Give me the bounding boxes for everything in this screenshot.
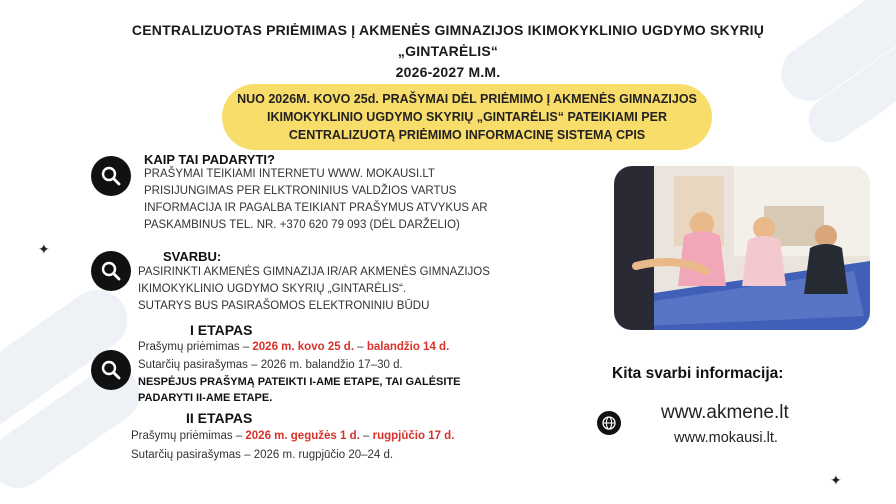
stage-2-end-date: rugpjūčio 17 d. xyxy=(372,430,455,442)
page-title-line-2: „GINTARĖLIS“ xyxy=(397,43,499,59)
stage-2-heading: II ETAPAS xyxy=(186,410,253,426)
how-heading: KAIP TAI PADARYTI? xyxy=(144,152,275,167)
banner-line-3: CENTRALIZUOTĄ PRIĖMIMO INFORMACINĘ SISTEMĄ CPIS xyxy=(288,128,646,142)
stage-2-date-dash: – xyxy=(359,430,373,442)
globe-icon xyxy=(597,411,621,435)
stage-2-start-date: 2026 m. gegužės 1 d. xyxy=(245,430,360,442)
search-icon xyxy=(91,156,131,196)
stage-1-start-date: 2026 m. kovo 25 d. xyxy=(252,341,355,353)
how-line: PRAŠYMAI TEIKIAMI INTERNETU WWW. MOKAUSI.LT xyxy=(144,168,435,180)
search-icon xyxy=(91,350,131,390)
stage-2-contracts: Sutarčių pasirašymas – 2026 m. rugpjūčio 20–24 d. xyxy=(131,449,394,461)
banner-line-2: IKIMOKYKLINIO UGDYMO SKYRIŲ „GINTARĖLIS“ PATEIKIAMI PER xyxy=(266,110,667,124)
stage-1-applications-label: Prašymų priėmimas – xyxy=(138,341,253,353)
website-link-akmene[interactable]: www.akmene.lt xyxy=(661,402,789,423)
stage-2-applications xyxy=(131,430,454,442)
children-photo xyxy=(614,166,870,330)
stage-1-applications xyxy=(138,341,449,353)
stage-1-contracts: Sutarčių pasirašymas – 2026 m. balandžio 17–30 d. xyxy=(138,359,403,371)
stage-1-date-dash: – xyxy=(354,341,367,353)
stage-1-heading: I ETAPAS xyxy=(190,322,253,338)
how-line: PRISIJUNGIMAS PER ELKTRONINIUS VALDŽIOS VARTUS xyxy=(144,185,457,197)
search-icon xyxy=(91,251,131,291)
website-link-mokausi[interactable]: www.mokausi.lt. xyxy=(674,430,778,446)
how-line: PASKAMBINUS TEL. NR. +370 620 79 093 (DĖL DARŽELIO) xyxy=(144,219,460,231)
announcement-banner xyxy=(222,84,712,150)
banner-line-1: NUO 2026M. KOVO 25d. PRAŠYMAI DĖL PRIĖMIMO Į AKMENĖS GIMNAZIJOS xyxy=(237,92,697,106)
sparkle-icon: ✦ xyxy=(830,472,842,488)
important-line: IKIMOKYKLINIO UGDYMO SKYRIŲ „GINTARĖLIS“. xyxy=(138,283,407,295)
important-line: SUTARYS BUS PASIRAŠOMOS ELEKTRONINIU BŪDU xyxy=(138,300,430,312)
page-title-line-1: CENTRALIZUOTAS PRIĖMIMAS Į AKMENĖS GIMNAZIJOS IKIMOKYKLINIO UGDYMO SKYRIŲ xyxy=(131,22,765,38)
stage-1-note-line-1: NESPĖJUS PRAŠYMĄ PATEIKTI I-AME ETAPE, TAI GALĖSITE xyxy=(138,376,461,388)
info-heading: Kita svarbi informacija: xyxy=(612,365,784,382)
important-line: PASIRINKTI AKMENĖS GIMNAZIJA IR/AR AKMENĖS GIMNAZIJOS xyxy=(138,266,490,278)
page-title-year: 2026-2027 M.M. xyxy=(395,64,501,80)
sparkle-icon: ✦ xyxy=(38,241,50,257)
how-line: INFORMACIJA IR PAGALBA TEIKIANT PRAŠYMUS ATVYKUS AR xyxy=(144,202,488,214)
stage-2-applications-label: Prašymų priėmimas – xyxy=(131,430,246,442)
stage-1-note-line-2: PADARYTI II-AME ETAPE. xyxy=(138,392,273,404)
stage-1-end-date: balandžio 14 d. xyxy=(366,341,450,353)
important-heading: SVARBU: xyxy=(163,249,222,264)
